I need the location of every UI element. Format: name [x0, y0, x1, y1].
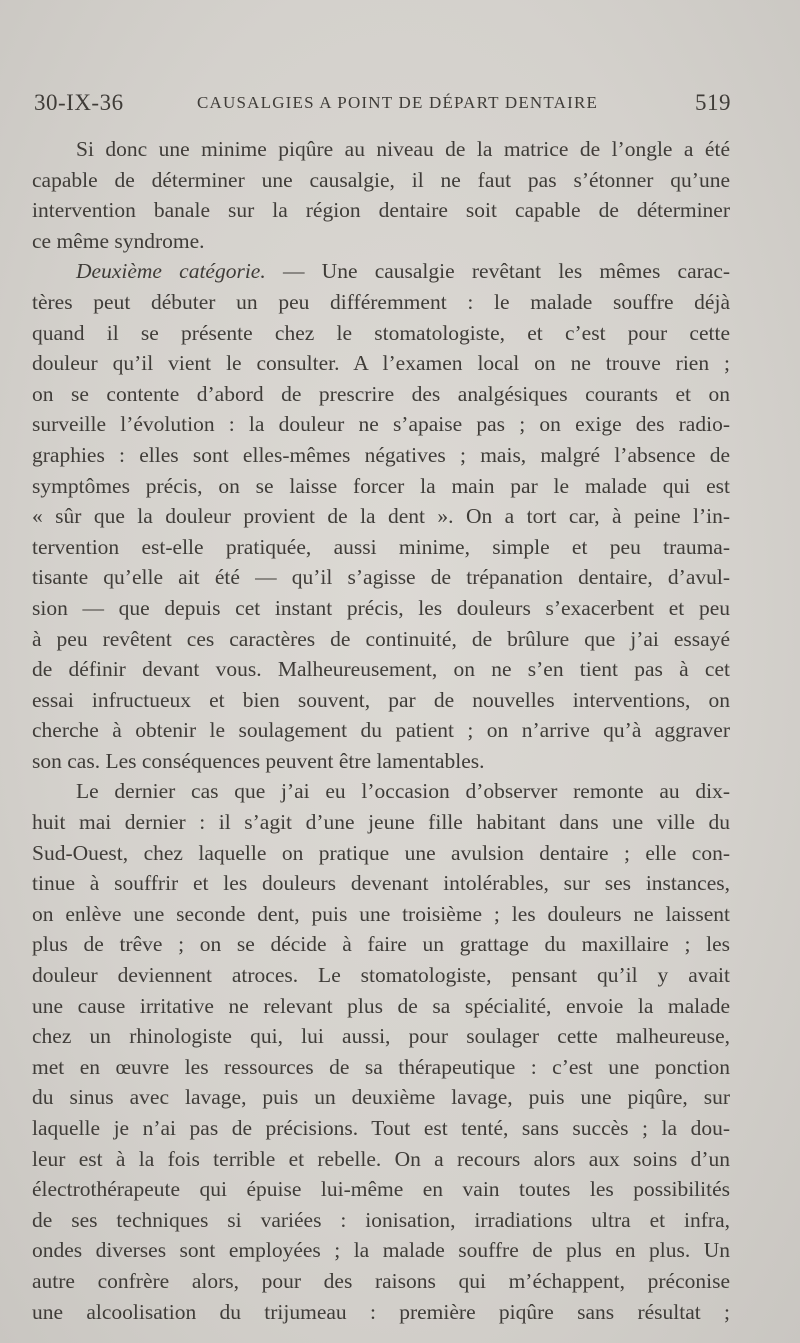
text-line: chez un rhinologiste qui, lui aussi, pour soulager cette malheureuse, [32, 1024, 730, 1049]
text-line: quand il se présente chez le stomatologiste, et c’est pour cette [32, 320, 730, 345]
text-line: tères peut débuter un peu différemment : le malade souffre déjà [32, 289, 730, 314]
text-line: de ses techniques si variées : ionisation, irradiations ultra et infra, [32, 1207, 730, 1232]
text-line: Si donc une minime piqûre au niveau de la matrice de l’ongle a été [76, 137, 730, 161]
text-line: plus de trêve ; on se décide à faire un grattage du maxillaire ; les [32, 932, 730, 957]
text-line: sion — que depuis cet instant précis, les douleurs s’exacerbent et peu [32, 595, 730, 620]
text-line: symptômes précis, on se laisse forcer la main par le malade qui est [32, 473, 730, 498]
text-line: leur est à la fois terrible et rebelle. On a recours alors aux soins d’un [32, 1146, 730, 1171]
text-line: douleur deviennent atroces. Le stomatologiste, pensant qu’il y avait [32, 963, 730, 988]
text-line: douleur qu’il vient le consulter. A l’examen local on ne trouve rien ; [32, 351, 730, 376]
text-line: huit mai dernier : il s’agit d’une jeune fille habitant dans une ville du [32, 810, 730, 835]
text-line: laquelle je n’ai pas de précisions. Tout est tenté, sans succès ; la dou- [32, 1116, 730, 1140]
text-line: on se contente d’abord de prescrire des analgésiques courants et on [32, 381, 730, 406]
text-line: Le dernier cas que j’ai eu l’occasion d’observer remonte au dix- [76, 779, 730, 804]
header-title: CAUSALGIES A POINT DE DÉPART DENTAIRE [197, 93, 599, 112]
text-line: son cas. Les conséquences peuvent être lamentables. [32, 748, 485, 773]
text-line: tinue à souffrir et les douleurs devenant intolérables, sur ses instances, [32, 871, 730, 896]
text-line: tisante qu’elle ait été — qu’il s’agisse de trépanation dentaire, d’avul- [32, 565, 730, 590]
text-line [32, 256, 730, 287]
text-line: on enlève une seconde dent, puis une troisième ; les douleurs ne laissent [32, 901, 730, 926]
text-line: électrothérapeute qui épuise lui-même en vain toutes les possibilités [32, 1177, 730, 1202]
text-line: intervention banale sur la région dentaire soit capable de déterminer [32, 198, 730, 223]
text-line: une alcoolisation du trijumeau : première piqûre sans résultat ; [32, 1299, 730, 1324]
text-line: de définir devant vous. Malheureusement, on ne s’en tient pas à cet [32, 657, 730, 682]
text-line: surveille l’évolution : la douleur ne s’apaise pas ; on exige des radio- [32, 412, 730, 437]
text-line: essai infructueux et bien souvent, par de nouvelles interventions, on [32, 687, 730, 712]
text-line: ondes diverses sont employées ; la malade souffre de plus en plus. Un [32, 1238, 730, 1263]
text-line: tervention est-elle pratiquée, aussi minime, simple et peu trauma- [32, 534, 730, 559]
running-header [34, 86, 731, 120]
text-line: cherche à obtenir le soulagement du patient ; on n’arrive qu’à aggraver [32, 718, 730, 743]
header-date: 30-IX-36 [34, 90, 124, 115]
italic-heading: Deuxième catégorie. [76, 259, 266, 284]
text-line: « sûr que la douleur provient de la dent ». On a tort car, à peine l’in- [32, 504, 730, 529]
text-line: ce même syndrome. [32, 228, 205, 253]
text-line: met en œuvre les ressources de sa thérapeutique : c’est une ponction [32, 1054, 730, 1079]
page-number: 519 [695, 90, 731, 115]
body-text [32, 134, 730, 1327]
text-line: du sinus avec lavage, puis un deuxième lavage, puis une piqûre, sur [32, 1085, 730, 1110]
text-line: autre confrère alors, pour des raisons qui m’échappent, préconise [32, 1268, 730, 1293]
text-line: à peu revêtent ces caractères de continuité, de brûlure que j’ai essayé [32, 626, 730, 651]
text-line: graphies : elles sont elles-mêmes négatives ; mais, malgré l’absence de [32, 442, 730, 467]
text-line: une cause irritative ne relevant plus de sa spécialité, envoie la malade [32, 993, 730, 1018]
text-line: capable de déterminer une causalgie, il ne faut pas s’étonner qu’une [32, 167, 730, 192]
text-line-rest: — Une causalgie revêtant les mêmes carac- [282, 259, 730, 284]
text-line: Sud-Ouest, chez laquelle on pratique une avulsion dentaire ; elle con- [32, 840, 730, 865]
